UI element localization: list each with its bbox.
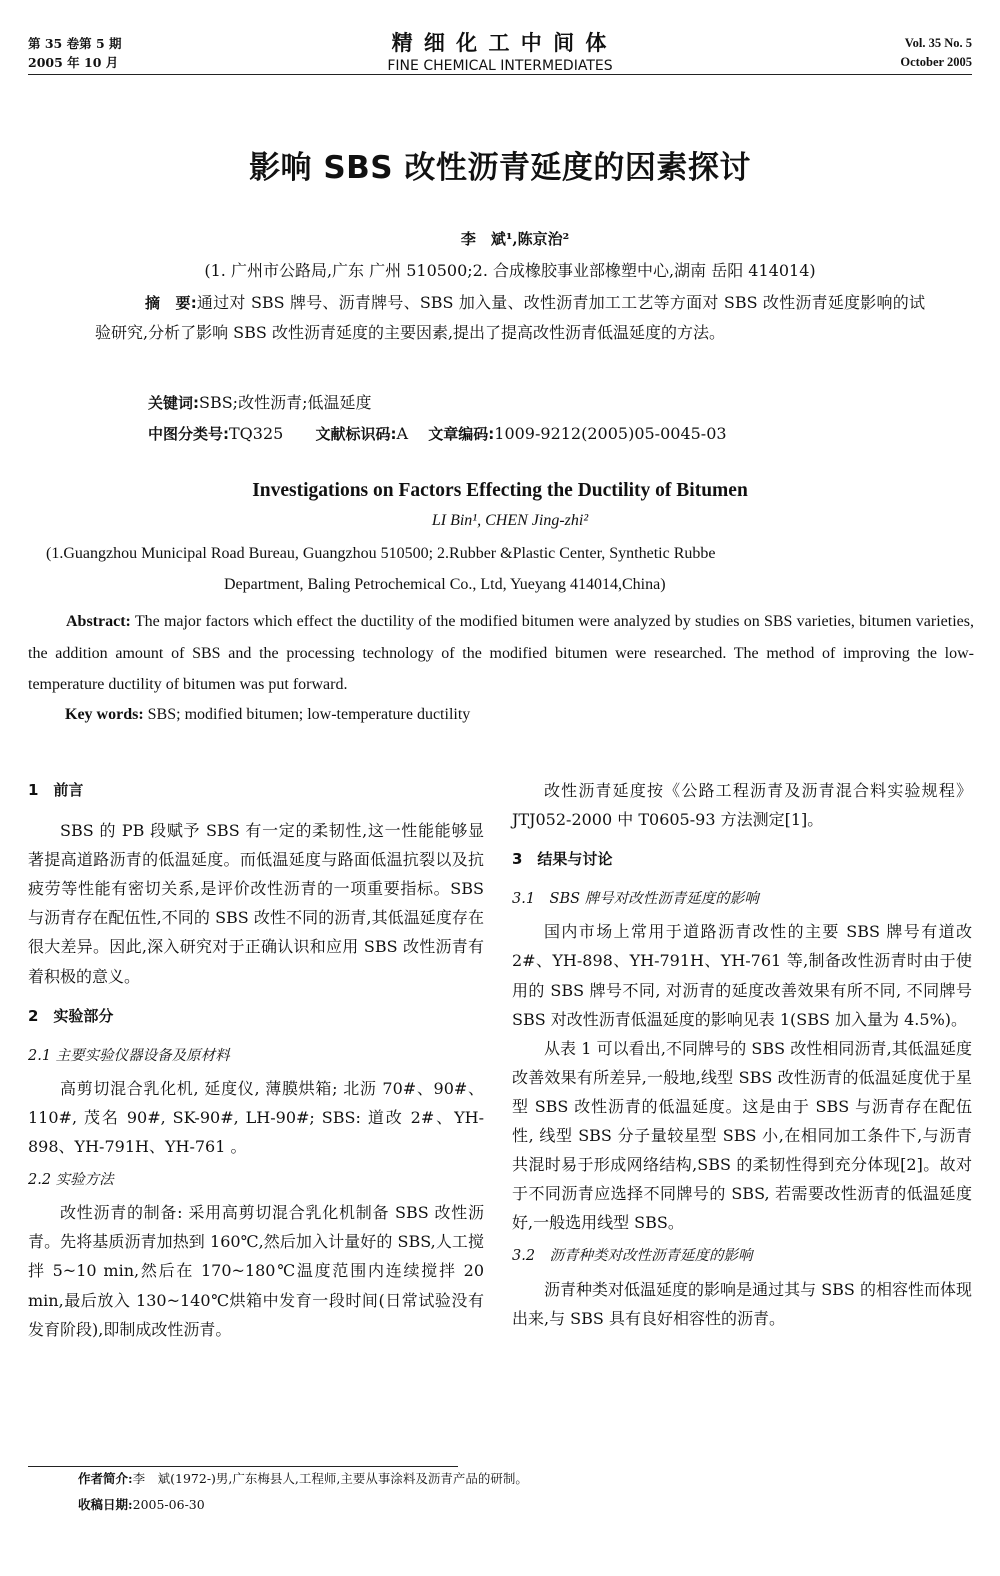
abstract-en: [28, 606, 974, 701]
authors-en: LI Bin¹, CHEN Jing-zhi²: [431, 512, 589, 529]
received-date-label: 收稿日期:: [78, 1497, 133, 1512]
affiliation-en-line2: Department, Baling Petrochemical Co., Ltd, Yueyang 414014,China): [224, 576, 666, 593]
abstract-en-text: The major factors which effect the ductility of the modified bitumen were analyzed by studies on SBS varieties, bitumen varieties, the addition amount of SBS and the processing technology of the modified bitumen were researched. The method of improving the low-temperature ductility of bitumen was put forward.: [28, 613, 974, 693]
article-id-label: 文章编码:: [428, 425, 495, 443]
left-column: [28, 776, 484, 1344]
keywords-en-text: SBS; modified bitumen; low-temperature ductility: [143, 706, 471, 723]
section-2-heading: 2 实验部分: [28, 1006, 114, 1025]
clc-value: TQ325: [229, 424, 284, 443]
journal-name-en: FINE CHEMICAL INTERMEDIATES: [387, 58, 613, 74]
volume-cn: 第 35 卷第 5 期: [28, 36, 122, 51]
right-column: [512, 776, 972, 1333]
article-id-value: 1009-9212(2005)05-0045-03: [494, 424, 727, 443]
paper-title-cn: 影响 SBS 改性沥青延度的因素探讨: [249, 150, 751, 186]
keywords-cn: [148, 390, 371, 413]
abstract-cn-label: 摘 要:: [145, 294, 197, 312]
volume-en: Vol. 35 No. 5: [904, 36, 972, 50]
clc-label: 中图分类号:: [148, 425, 229, 443]
received-date-text: 2005-06-30: [132, 1497, 205, 1512]
section-3-heading: 3 结果与讨论: [512, 850, 613, 869]
test-method-paragraph: 改性沥青延度按《公路工程沥青及沥青混合料实验规程》JTJ052-2000 中 T0605-93 方法测定[1]。: [512, 781, 972, 830]
classification-line: [148, 423, 727, 444]
author-bio-text: 李 斌(1972-)男,广东梅县人,工程师,主要从事涂料及沥青产品的研制。: [132, 1471, 528, 1486]
section-3-1-paragraph-2: 从表 1 可以看出,不同牌号的 SBS 改性相同沥青,其低温延度改善效果有所差异,一般地,线型 SBS 改性沥青的低温延度优于星型 SBS 改性沥青的低温延度。这是由于 SBS 与沥青存在配伍性, 线型 SBS 分子量较星型 SBS 小,在相同加工条件下,与沥青共混时易于形成网络结构,SBS 的柔韧性得到充分体现[2]。故对于不同沥青应选择不同牌号的 SBS, 若需要改性沥青的低温延度好,一般选用线型 SBS。: [512, 1038, 972, 1233]
journal-name-cn: 精 细 化 工 中 间 体: [391, 31, 609, 55]
section-3-1-heading: 3.1 SBS 牌号对改性沥青延度的影响: [512, 891, 759, 908]
issue-info-en: [900, 34, 972, 72]
section-2-1-paragraph: 高剪切混合乳化机, 延度仪, 薄膜烘箱; 北沥 70#、90#、110#, 茂名 90#, SK-90#, LH-90#; SBS: 道改 2#、YH-898、YH-791H、YH-761 。: [28, 1078, 484, 1157]
date-cn: 2005 年 10 月: [28, 55, 119, 70]
section-3-2-heading: 3.2 沥青种类对改性沥青延度的影响: [512, 1248, 753, 1265]
keywords-en: [65, 706, 470, 724]
section-3-2-paragraph: 沥青种类对低温延度的影响是通过其与 SBS 的相容性而体现出来,与 SBS 具有良好相容性的沥青。: [512, 1279, 972, 1328]
paper-title-en: Investigations on Factors Effecting the Ductility of Bitumen: [252, 480, 748, 501]
date-en: October 2005: [900, 55, 972, 69]
abstract-cn-text: 通过对 SBS 牌号、沥青牌号、SBS 加入量、改性沥青加工工艺等方面对 SBS 改性沥青延度影响的试验研究,分析了影响 SBS 改性沥青延度的主要因素,提出了提高改性沥青低温延度的方法。: [95, 293, 925, 342]
section-2-2-heading: 2.2 实验方法: [28, 1172, 114, 1189]
keywords-en-label: Key words:: [65, 706, 144, 723]
received-date: [78, 1492, 528, 1518]
doc-code-label: 文献标识码:: [315, 425, 397, 443]
journal-title: [0, 30, 1000, 76]
affiliation-en-line1: (1.Guangzhou Municipal Road Bureau, Guangzhou 510500; 2.Rubber &Plastic Center, Synthetic Rubbe: [46, 545, 716, 562]
section-1-paragraph: SBS 的 PB 段赋予 SBS 有一定的柔韧性,这一性能能够显著提高道路沥青的低温延度。而低温延度与路面低温抗裂以及抗疲劳等性能有密切关系,是评价改性沥青的一项重要指标。SBS 与沥青存在配伍性,不同的 SBS 改性不同的沥青,其低温延度存在很大差异。因此,深入研究对于正确认识和应用 SBS 改性沥青有着积极的意义。: [28, 821, 484, 986]
header-rule: [28, 74, 972, 75]
section-1-heading: 1 前言: [28, 781, 84, 799]
authors-cn: 李 斌¹,陈京治²: [460, 230, 570, 248]
abstract-cn: [95, 288, 925, 348]
affiliation-cn: (1. 广州市公路局,广东 广州 510500;2. 合成橡胶事业部橡塑中心,湖南 岳阳 414014): [204, 261, 816, 280]
abstract-en-label: Abstract:: [66, 613, 131, 630]
section-2-2-paragraph: 改性沥青的制备: 采用高剪切混合乳化机制备 SBS 改性沥青。先将基质沥青加热到 160℃,然后加入计量好的 SBS,人工搅拌 5~10 min,然后在 170~180℃温度范围内连续搅拌 20 min,最后放入 130~140℃烘箱中发育一段时间(日常试验没有发育阶段),即制成改性沥青。: [28, 1203, 484, 1339]
keywords-cn-label: 关键词:: [148, 394, 199, 412]
section-3-1-paragraph-1: 国内市场上常用于道路沥青改性的主要 SBS 牌号有道改 2#、YH-898、YH-791H、YH-761 等,制备改性沥青时由于使用的 SBS 牌号不同, 对沥青的延度改善效果有所不同, 不同牌号 SBS 对改性沥青低温延度的影响见表 1(SBS 加入量为 4.5%)。: [512, 922, 972, 1029]
author-bio-label: 作者简介:: [78, 1471, 133, 1486]
section-2-1-heading: 2.1 主要实验仪器设备及原材料: [28, 1047, 230, 1064]
footnote: [78, 1466, 528, 1518]
doc-code-value: A: [396, 424, 409, 443]
keywords-cn-text: SBS;改性沥青;低温延度: [199, 393, 372, 412]
author-bio: [78, 1466, 528, 1492]
